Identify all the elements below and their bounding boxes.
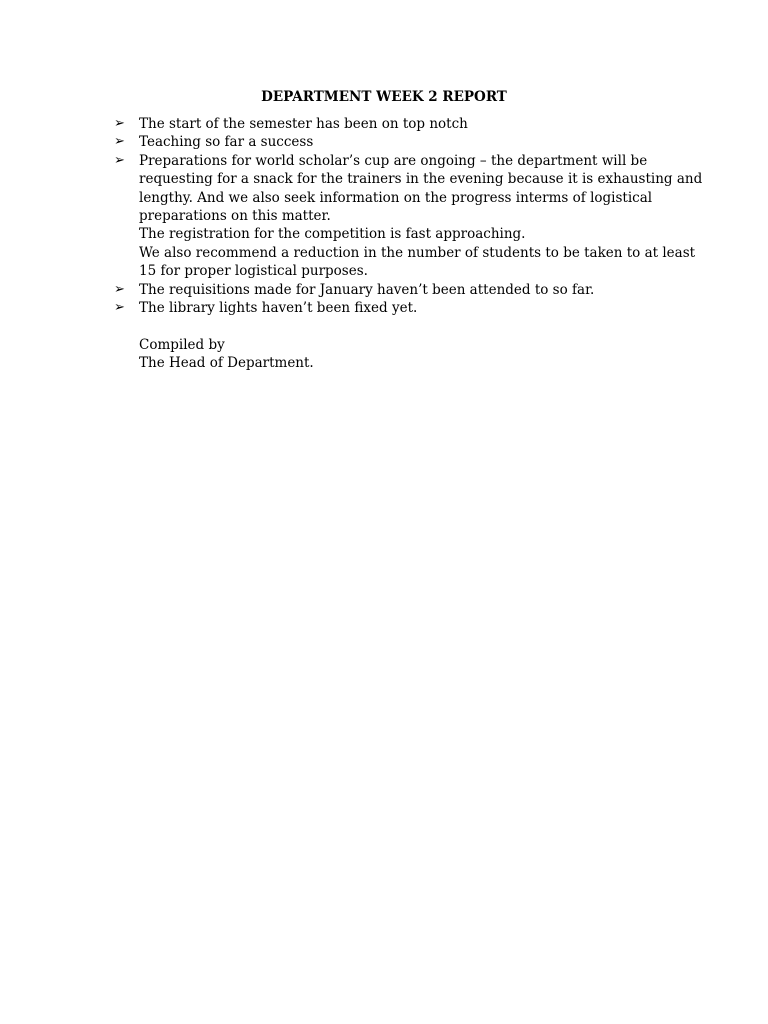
arrow-bullet-icon: ➢ bbox=[114, 152, 125, 168]
arrow-bullet-icon: ➢ bbox=[114, 300, 125, 316]
arrow-bullet-icon: ➢ bbox=[114, 116, 125, 131]
text-line: lengthy. And we also seek information on the progress interms of logistical bbox=[139, 189, 653, 206]
text-line: 15 for proper logistical purposes. bbox=[139, 263, 368, 280]
report-title: DEPARTMENT WEEK 2 REPORT bbox=[261, 89, 507, 105]
report-bullet-list bbox=[114, 115, 703, 317]
text-line: requesting for a snack for the trainers in the evening because it is exhausting and bbox=[139, 171, 703, 188]
text-line: The library lights haven’t been fixed yet. bbox=[139, 300, 418, 317]
text-line: The requisitions made for January haven’t been attended to so far. bbox=[139, 281, 595, 298]
text-line: Teaching so far a success bbox=[139, 134, 314, 151]
text-line: The start of the semester has been on top notch bbox=[139, 116, 468, 132]
list-item-text bbox=[139, 152, 702, 281]
arrow-bullet-icon: ➢ bbox=[114, 281, 125, 297]
list-item bbox=[114, 115, 694, 133]
signature-block bbox=[139, 336, 314, 373]
list-item bbox=[114, 133, 694, 151]
list-item bbox=[114, 299, 694, 317]
list-item-text bbox=[139, 115, 694, 133]
list-item bbox=[114, 152, 703, 281]
author-role: The Head of Department. bbox=[139, 355, 314, 372]
list-item-text bbox=[139, 299, 694, 317]
text-line: We also recommend a reduction in the number of students to be taken to at least bbox=[139, 244, 696, 261]
compiled-by-label: Compiled by bbox=[139, 337, 225, 353]
text-line: The registration for the competition is fast approaching. bbox=[139, 226, 526, 243]
text-line: preparations on this matter. bbox=[139, 208, 331, 225]
list-item-text bbox=[139, 281, 694, 299]
list-item-text bbox=[139, 133, 694, 151]
list-item bbox=[114, 281, 694, 299]
arrow-bullet-icon: ➢ bbox=[114, 134, 125, 150]
text-line: Preparations for world scholar’s cup are ongoing – the department will be bbox=[139, 152, 648, 169]
